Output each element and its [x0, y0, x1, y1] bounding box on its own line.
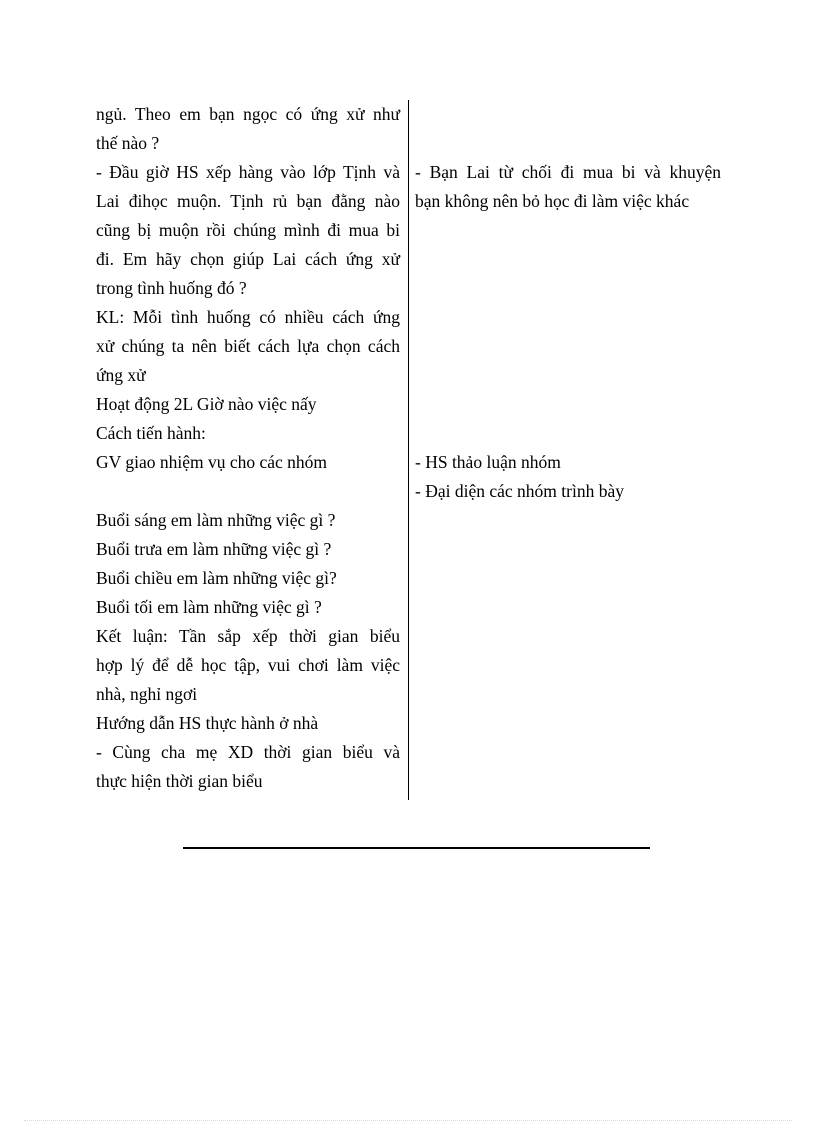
text-line: KL: Mỗi tình huống có nhiều cách ứng — [96, 307, 400, 327]
text-line: Lai đihọc muộn. Tịnh rủ bạn đằng nào — [96, 191, 400, 211]
text-line: Cách tiến hành: — [96, 423, 206, 443]
blank-line — [415, 361, 721, 390]
blank-line — [415, 332, 721, 361]
text-line: hợp lý để dễ học tập, vui chơi làm việc — [96, 655, 400, 675]
text-line: Buổi chiều em làm những việc gì? — [96, 568, 337, 588]
text-line: trong tình huống đó ? — [96, 278, 247, 298]
page-bottom-dotted-line — [24, 1120, 792, 1121]
blank-line — [96, 477, 400, 506]
blank-line — [415, 390, 721, 419]
teacher-activities-column — [96, 100, 400, 796]
text-line: ngủ. Theo em bạn ngọc có ứng xử như — [96, 104, 400, 124]
text-line: nhà, nghỉ ngơi — [96, 684, 198, 704]
blank-line — [415, 303, 721, 332]
text-line: Hướng dẫn HS thực hành ở nhà — [96, 713, 319, 733]
student-activities-column — [415, 100, 721, 506]
text-line: - Đầu giờ HS xếp hàng vào lớp Tịnh và — [96, 162, 400, 182]
section-heading: Hoạt động 2L Giờ nào việc nấy — [96, 394, 317, 414]
text-line: cũng bị muộn rồi chúng mình đi mua bi — [96, 220, 400, 240]
text-line: đi. Em hãy chọn giúp Lai cách ứng xử — [96, 249, 400, 269]
blank-line — [415, 216, 721, 245]
horizontal-rule — [183, 847, 650, 849]
text-line: - HS thảo luận nhóm — [415, 452, 561, 472]
text-line: thực hiện thời gian biểu — [96, 771, 263, 791]
text-line: Buổi trưa em làm những việc gì ? — [96, 539, 332, 559]
blank-line — [415, 274, 721, 303]
text-line: Buổi sáng em làm những việc gì ? — [96, 510, 336, 530]
text-line: - Cùng cha mẹ XD thời gian biểu và — [96, 742, 400, 762]
text-line: - Bạn Lai từ chối đi mua bi và khuyện — [415, 162, 721, 182]
text-line: Buổi tối em làm những việc gì ? — [96, 597, 322, 617]
text-line: GV giao nhiệm vụ cho các nhóm — [96, 452, 328, 472]
text-line: - Đại diện các nhóm trình bày — [415, 481, 624, 501]
blank-line — [415, 129, 721, 158]
text-line: Kết luận: Tần sắp xếp thời gian biểu — [96, 626, 400, 646]
blank-line — [415, 100, 721, 129]
text-line: bạn không nên bỏ học đi làm việc khác — [415, 191, 690, 211]
text-line: thế nào ? — [96, 133, 160, 153]
blank-line — [415, 245, 721, 274]
column-divider — [408, 100, 409, 800]
blank-line — [415, 419, 721, 448]
text-line: xử chúng ta nên biết cách lựa chọn cách — [96, 336, 400, 356]
text-line: ứng xử — [96, 365, 146, 385]
